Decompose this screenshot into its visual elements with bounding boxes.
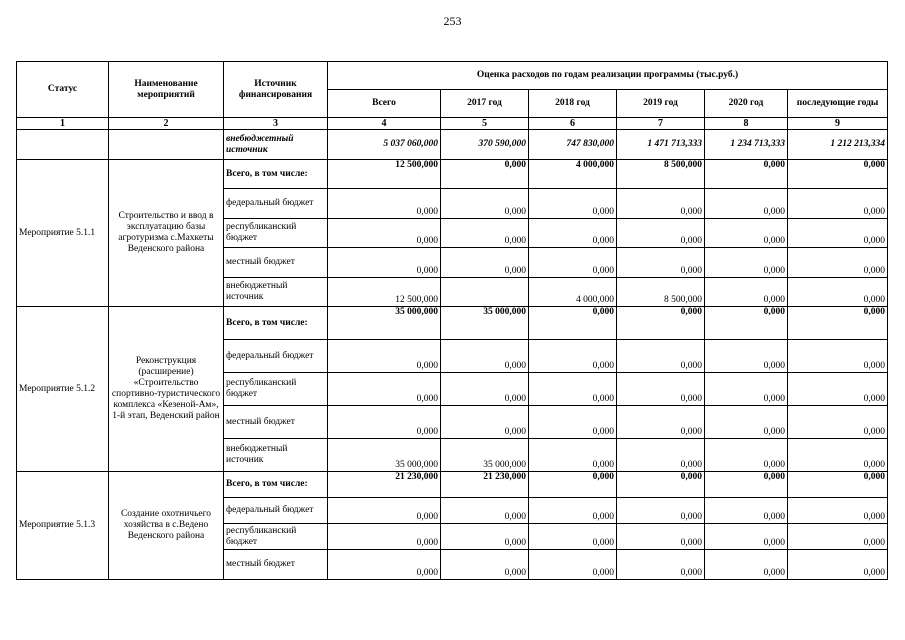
amount-cell: 0,000 [617, 406, 705, 439]
amount-cell: 0,000 [617, 472, 705, 498]
event-status: Мероприятие 5.1.3 [17, 472, 109, 580]
amount-cell: 0,000 [617, 219, 705, 248]
header-funding-source: Источник финансирования [224, 62, 328, 118]
amount-cell: 12 500,000 [328, 160, 441, 189]
funding-source-cell: внебюджетный источник [224, 130, 328, 160]
amount-cell: 370 590,000 [441, 130, 529, 160]
funding-source-cell: республиканский бюджет [224, 219, 328, 248]
amount-cell: 0,000 [529, 472, 617, 498]
funding-source-cell: Всего, в том числе: [224, 307, 328, 340]
amount-cell: 0,000 [705, 373, 788, 406]
amount-cell: 0,000 [788, 373, 888, 406]
amount-cell: 0,000 [705, 307, 788, 340]
amount-cell: 0,000 [441, 550, 529, 580]
amount-cell: 35 000,000 [328, 439, 441, 472]
status-cell-empty [17, 130, 109, 160]
amount-cell: 0,000 [529, 406, 617, 439]
amount-cell: 0,000 [328, 248, 441, 278]
amount-cell: 0,000 [441, 498, 529, 524]
amount-cell: 1 212 213,334 [788, 130, 888, 160]
header-total: Всего [328, 90, 441, 118]
amount-cell: 0,000 [705, 439, 788, 472]
amount-cell: 0,000 [328, 373, 441, 406]
amount-cell: 4 000,000 [529, 160, 617, 189]
funding-source-cell: местный бюджет [224, 248, 328, 278]
amount-cell: 0,000 [788, 524, 888, 550]
amount-cell: 0,000 [788, 439, 888, 472]
amount-cell: 0,000 [617, 524, 705, 550]
column-number: 4 [328, 118, 441, 130]
event-row [17, 472, 888, 498]
amount-cell: 0,000 [441, 406, 529, 439]
amount-cell: 0,000 [788, 248, 888, 278]
amount-cell: 0,000 [788, 278, 888, 307]
funding-source-cell: федеральный бюджет [224, 340, 328, 373]
column-number: 8 [705, 118, 788, 130]
amount-cell: 0,000 [705, 248, 788, 278]
amount-cell: 0,000 [441, 524, 529, 550]
amount-cell: 0,000 [441, 248, 529, 278]
amount-cell: 0,000 [529, 524, 617, 550]
amount-cell: 0,000 [788, 340, 888, 373]
event-status: Мероприятие 5.1.1 [17, 160, 109, 307]
column-number: 6 [529, 118, 617, 130]
amount-cell: 0,000 [617, 550, 705, 580]
funding-source-cell: внебюджетный источник [224, 439, 328, 472]
amount-cell: 0,000 [617, 248, 705, 278]
funding-source-cell: местный бюджет [224, 550, 328, 580]
amount-cell: 8 500,000 [617, 278, 705, 307]
column-number: 2 [109, 118, 224, 130]
amount-cell: 0,000 [529, 373, 617, 406]
header-2018: 2018 год [529, 90, 617, 118]
amount-cell: 0,000 [529, 248, 617, 278]
amount-cell: 0,000 [705, 278, 788, 307]
amount-cell: 0,000 [441, 160, 529, 189]
funding-source-cell: республиканский бюджет [224, 524, 328, 550]
amount-cell: 0,000 [788, 498, 888, 524]
amount-cell: 0,000 [705, 524, 788, 550]
amount-cell: 0,000 [788, 219, 888, 248]
amount-cell: 0,000 [529, 550, 617, 580]
amount-cell: 0,000 [328, 498, 441, 524]
amount-cell: 747 830,000 [529, 130, 617, 160]
amount-cell: 0,000 [617, 307, 705, 340]
carry-over-row [17, 130, 888, 160]
amount-cell [441, 278, 529, 307]
event-name: Строительство и ввод в эксплуатацию базы агротуризма с.Махкеты Веденского района [109, 160, 224, 307]
amount-cell: 0,000 [788, 550, 888, 580]
amount-cell: 0,000 [788, 406, 888, 439]
amount-cell: 0,000 [788, 189, 888, 219]
amount-cell: 0,000 [705, 498, 788, 524]
amount-cell: 0,000 [617, 439, 705, 472]
amount-cell: 0,000 [328, 406, 441, 439]
amount-cell: 0,000 [328, 550, 441, 580]
header-status: Статус [17, 62, 109, 118]
column-number: 7 [617, 118, 705, 130]
amount-cell: 0,000 [705, 406, 788, 439]
column-number: 5 [441, 118, 529, 130]
amount-cell: 0,000 [705, 219, 788, 248]
header-event-name: Наименование мероприятий [109, 62, 224, 118]
column-number: 9 [788, 118, 888, 130]
amount-cell: 0,000 [788, 160, 888, 189]
funding-source-cell: федеральный бюджет [224, 189, 328, 219]
amount-cell: 0,000 [441, 373, 529, 406]
amount-cell: 1 234 713,333 [705, 130, 788, 160]
amount-cell: 0,000 [788, 472, 888, 498]
amount-cell: 0,000 [617, 498, 705, 524]
event-row [17, 160, 888, 189]
amount-cell: 0,000 [617, 189, 705, 219]
funding-source-cell: внебюджетный источник [224, 278, 328, 307]
table-body [17, 118, 888, 580]
amount-cell: 0,000 [529, 340, 617, 373]
amount-cell: 0,000 [705, 550, 788, 580]
event-name: Реконструкция (расширение) «Строительство спортивно-туристического комплекса «Кезеной-Ам», 1-й этап, Веденский район [109, 307, 224, 472]
header-2020: 2020 год [705, 90, 788, 118]
page-number: 253 [443, 14, 462, 28]
amount-cell: 21 230,000 [441, 472, 529, 498]
amount-cell: 0,000 [328, 189, 441, 219]
funding-source-cell: федеральный бюджет [224, 498, 328, 524]
amount-cell: 21 230,000 [328, 472, 441, 498]
header-2019: 2019 год [617, 90, 705, 118]
event-status: Мероприятие 5.1.2 [17, 307, 109, 472]
amount-cell: 1 471 713,333 [617, 130, 705, 160]
amount-cell: 0,000 [328, 524, 441, 550]
event-name: Создание охотничьего хозяйства в с.Ведено Веденского района [109, 472, 224, 580]
amount-cell: 0,000 [328, 340, 441, 373]
funding-source-cell: Всего, в том числе: [224, 472, 328, 498]
amount-cell: 0,000 [705, 189, 788, 219]
amount-cell: 0,000 [617, 373, 705, 406]
amount-cell: 0,000 [441, 219, 529, 248]
amount-cell: 5 037 060,000 [328, 130, 441, 160]
funding-source-cell: местный бюджет [224, 406, 328, 439]
column-number: 3 [224, 118, 328, 130]
amount-cell: 0,000 [441, 340, 529, 373]
amount-cell: 0,000 [617, 340, 705, 373]
amount-cell: 35 000,000 [328, 307, 441, 340]
amount-cell: 0,000 [529, 189, 617, 219]
amount-cell: 0,000 [529, 439, 617, 472]
amount-cell: 35 000,000 [441, 307, 529, 340]
amount-cell: 8 500,000 [617, 160, 705, 189]
event-name-cell-empty [109, 130, 224, 160]
header-2017: 2017 год [441, 90, 529, 118]
amount-cell: 0,000 [441, 189, 529, 219]
header-expense-estimate: Оценка расходов по годам реализации программы (тыс.руб.) [328, 62, 888, 90]
column-number: 1 [17, 118, 109, 130]
amount-cell: 0,000 [529, 498, 617, 524]
column-number-row [17, 118, 888, 130]
amount-cell: 0,000 [788, 307, 888, 340]
funding-source-cell: Всего, в том числе: [224, 160, 328, 189]
amount-cell: 0,000 [705, 340, 788, 373]
header-later-years: последующие годы [788, 90, 888, 118]
amount-cell: 0,000 [328, 219, 441, 248]
amount-cell: 4 000,000 [529, 278, 617, 307]
amount-cell: 0,000 [705, 472, 788, 498]
amount-cell: 12 500,000 [328, 278, 441, 307]
funding-source-cell: республиканский бюджет [224, 373, 328, 406]
event-row [17, 307, 888, 340]
amount-cell: 0,000 [529, 307, 617, 340]
budget-table [16, 61, 888, 580]
amount-cell: 0,000 [705, 160, 788, 189]
amount-cell: 35 000,000 [441, 439, 529, 472]
amount-cell: 0,000 [529, 219, 617, 248]
